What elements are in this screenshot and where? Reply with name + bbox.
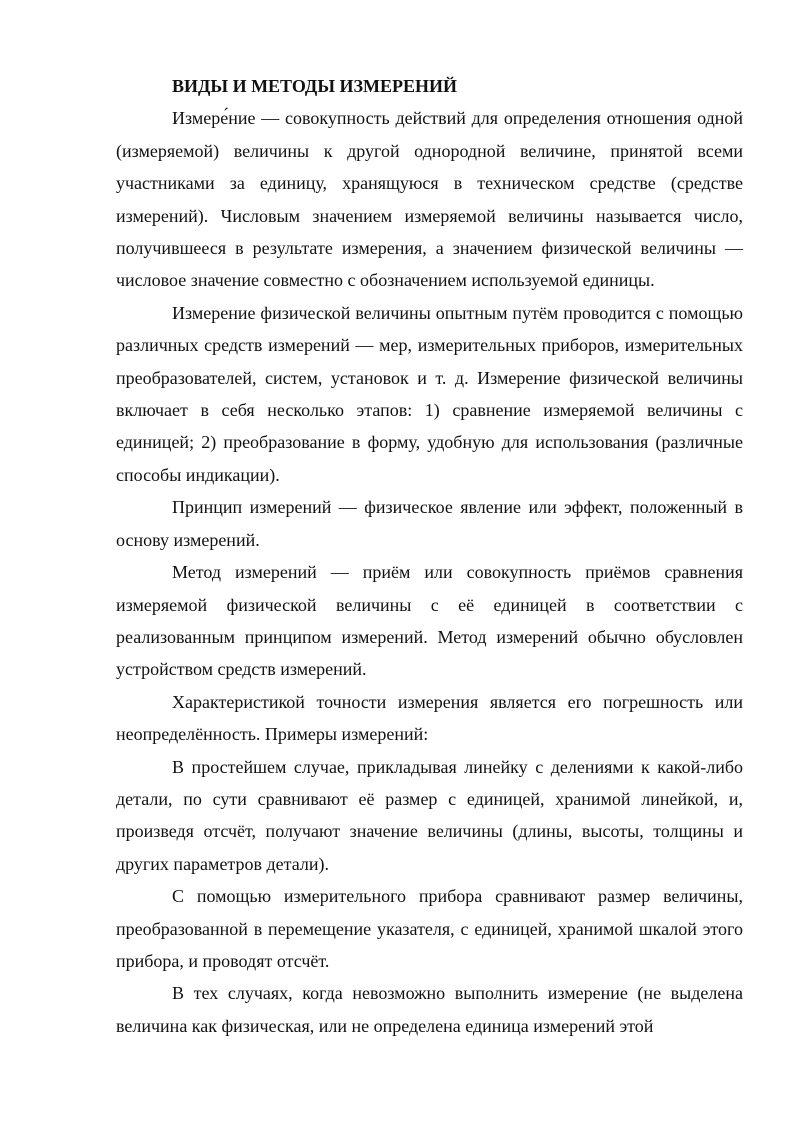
paragraph-measurement-method: Метод измерений — приём или совокупность приёмов сравнения измеряемой физической величины с её единицей в соответствии с реализованным принципом измерений. Метод измерений обычно обусловлен устройством средств измерений. bbox=[116, 562, 743, 680]
paragraph-ruler-example: В простейшем случае, прикладывая линейку с делениями к какой-либо детали, по сути сравнивают её размер с единицей, хранимой линейкой, и, произведя отсчёт, получают значение величины (длины, высоты, толщины и других параметров детали). bbox=[116, 756, 743, 874]
paragraph-impossible-cases: В тех случаях, когда невозможно выполнить измерение (не выделена величина как физическая, или не определена единица измерений этой bbox=[116, 983, 743, 1036]
paragraph-accuracy: Характеристикой точности измерения является его погрешность или неопределённость. Примеры измерений: bbox=[116, 691, 743, 745]
paragraph-measurement-definition: Измере́ние — совокупность действий для определения отношения одной (измеряемой) величины к другой однородной величине, принятой всеми участниками за единицу, хранящуюся в техническом средстве (средстве измерений). Числовым значением измеряемой величины называется число, получившееся в результате измерения, а значением физической величины — числовое значение совместно с обозначением используемой единицы. bbox=[116, 108, 743, 291]
page-title: ВИДЫ И МЕТОДЫ ИЗМЕРЕНИЙ bbox=[172, 76, 457, 96]
document-page bbox=[116, 70, 743, 1042]
paragraph-measurement-principle: Принцип измерений — физическое явление или эффект, положенный в основу измерений. bbox=[116, 497, 743, 550]
paragraph-measurement-means: Измерение физической величины опытным путём проводится с помощью различных средств измерений — мер, измерительных приборов, измерительных преобразователей, систем, установок и т. д. Измерение физической величины включает в себя несколько этапов: 1) сравнение измеряемой величины с единицей; 2) преобразование в форму, удобную для использования (различные способы индикации). bbox=[116, 302, 743, 485]
paragraph-instrument-example: С помощью измерительного прибора сравнивают размер величины, преобразованной в перемещение указателя, с единицей, хранимой шкалой этого прибора, и проводят отсчёт. bbox=[116, 886, 743, 971]
